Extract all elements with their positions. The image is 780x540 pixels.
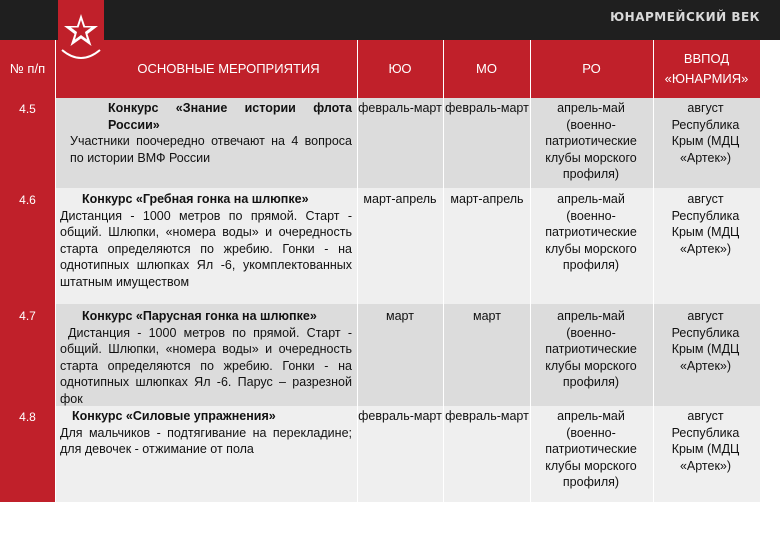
row-ro: апрель-май (военно-патриотические клубы морского профиля) — [545, 192, 637, 272]
column-divider — [55, 40, 56, 502]
row-num-4-8: 4.8 — [19, 410, 36, 424]
table-header — [0, 40, 760, 98]
column-divider — [653, 40, 654, 502]
header-ro: РО — [582, 61, 601, 76]
number-column — [0, 98, 55, 502]
row-num-4-5: 4.5 — [19, 102, 36, 116]
row-yuo: март — [386, 309, 414, 323]
column-divider — [443, 40, 444, 502]
header-yuo: ЮО — [388, 61, 412, 76]
top-bar — [0, 0, 780, 40]
row-text: Для мальчиков - подтягивание на перекладине; для девочек - отжимание от пола — [60, 425, 352, 456]
row-description — [60, 308, 352, 407]
table-row — [55, 406, 760, 502]
row-text: Участники поочередно отвечают на 4 вопроса по истории ВМФ России — [70, 134, 352, 165]
table-row — [55, 188, 760, 304]
row-yuo: март-апрель — [363, 192, 437, 206]
row-num-4-7: 4.7 — [19, 309, 36, 323]
header-mo: МО — [476, 61, 497, 76]
row-description — [60, 408, 352, 458]
yunarmia-logo-icon — [56, 0, 106, 84]
header-num: № п/п — [9, 61, 46, 76]
row-ro: апрель-май (военно-патриотические клубы морского профиля) — [545, 309, 637, 389]
row-mo: февраль-март — [445, 409, 529, 423]
row-yuo: февраль-март — [358, 409, 442, 423]
column-divider — [530, 40, 531, 502]
row-title: Конкурс «Гребная гонка на шлюпке» — [82, 192, 309, 206]
header-events: ОСНОВНЫЕ МЕРОПРИЯТИЯ — [137, 61, 320, 76]
row-ro: апрель-май (военно-патриотические клубы морского профиля) — [545, 101, 637, 181]
row-mo: март-апрель — [450, 192, 524, 206]
row-ro: апрель-май (военно-патриотические клубы морского профиля) — [545, 409, 637, 489]
row-description — [60, 100, 352, 166]
header-vvpod: ВВПОД «ЮНАРМИЯ» — [664, 51, 749, 86]
row-description — [60, 191, 352, 290]
row-vvpod: август Республика Крым (МДЦ «Артек») — [671, 409, 740, 473]
row-text: Дистанция - 1000 метров по прямой. Старт - общий. Шлюпки, «номера воды» и очередность старта определяются по жребию. Гонки - на однотипных шлюпках Ял -6, укомплектованных штатным имуществом — [60, 208, 352, 289]
row-mo: февраль-март — [445, 101, 529, 115]
row-title: Конкурс «Силовые упражнения» — [72, 409, 276, 423]
row-yuo: февраль-март — [358, 101, 442, 115]
row-mo: март — [473, 309, 501, 323]
row-num-4-6: 4.6 — [19, 193, 36, 207]
row-title: Конкурс «Знание истории флота России» — [108, 101, 352, 132]
row-title: Конкурс «Парусная гонка на шлюпке» — [82, 309, 317, 323]
row-vvpod: август Республика Крым (МДЦ «Артек») — [671, 309, 740, 373]
row-text: Дистанция - 1000 метров по прямой. Старт - общий. Шлюпки, «номера воды» и очередность старта определяются по жребию. Гонки - на однотипных шлюпках Ял -6. Парус – разрезной фок — [60, 325, 352, 406]
table-row — [55, 304, 760, 406]
row-vvpod: август Республика Крым (МДЦ «Артек») — [671, 101, 740, 165]
page-footer-space — [0, 502, 780, 540]
page-title: ЮНАРМЕЙСКИЙ ВЕК — [610, 10, 760, 24]
column-divider — [357, 40, 358, 502]
row-vvpod: август Республика Крым (МДЦ «Артек») — [671, 192, 740, 256]
table-row — [55, 98, 760, 188]
